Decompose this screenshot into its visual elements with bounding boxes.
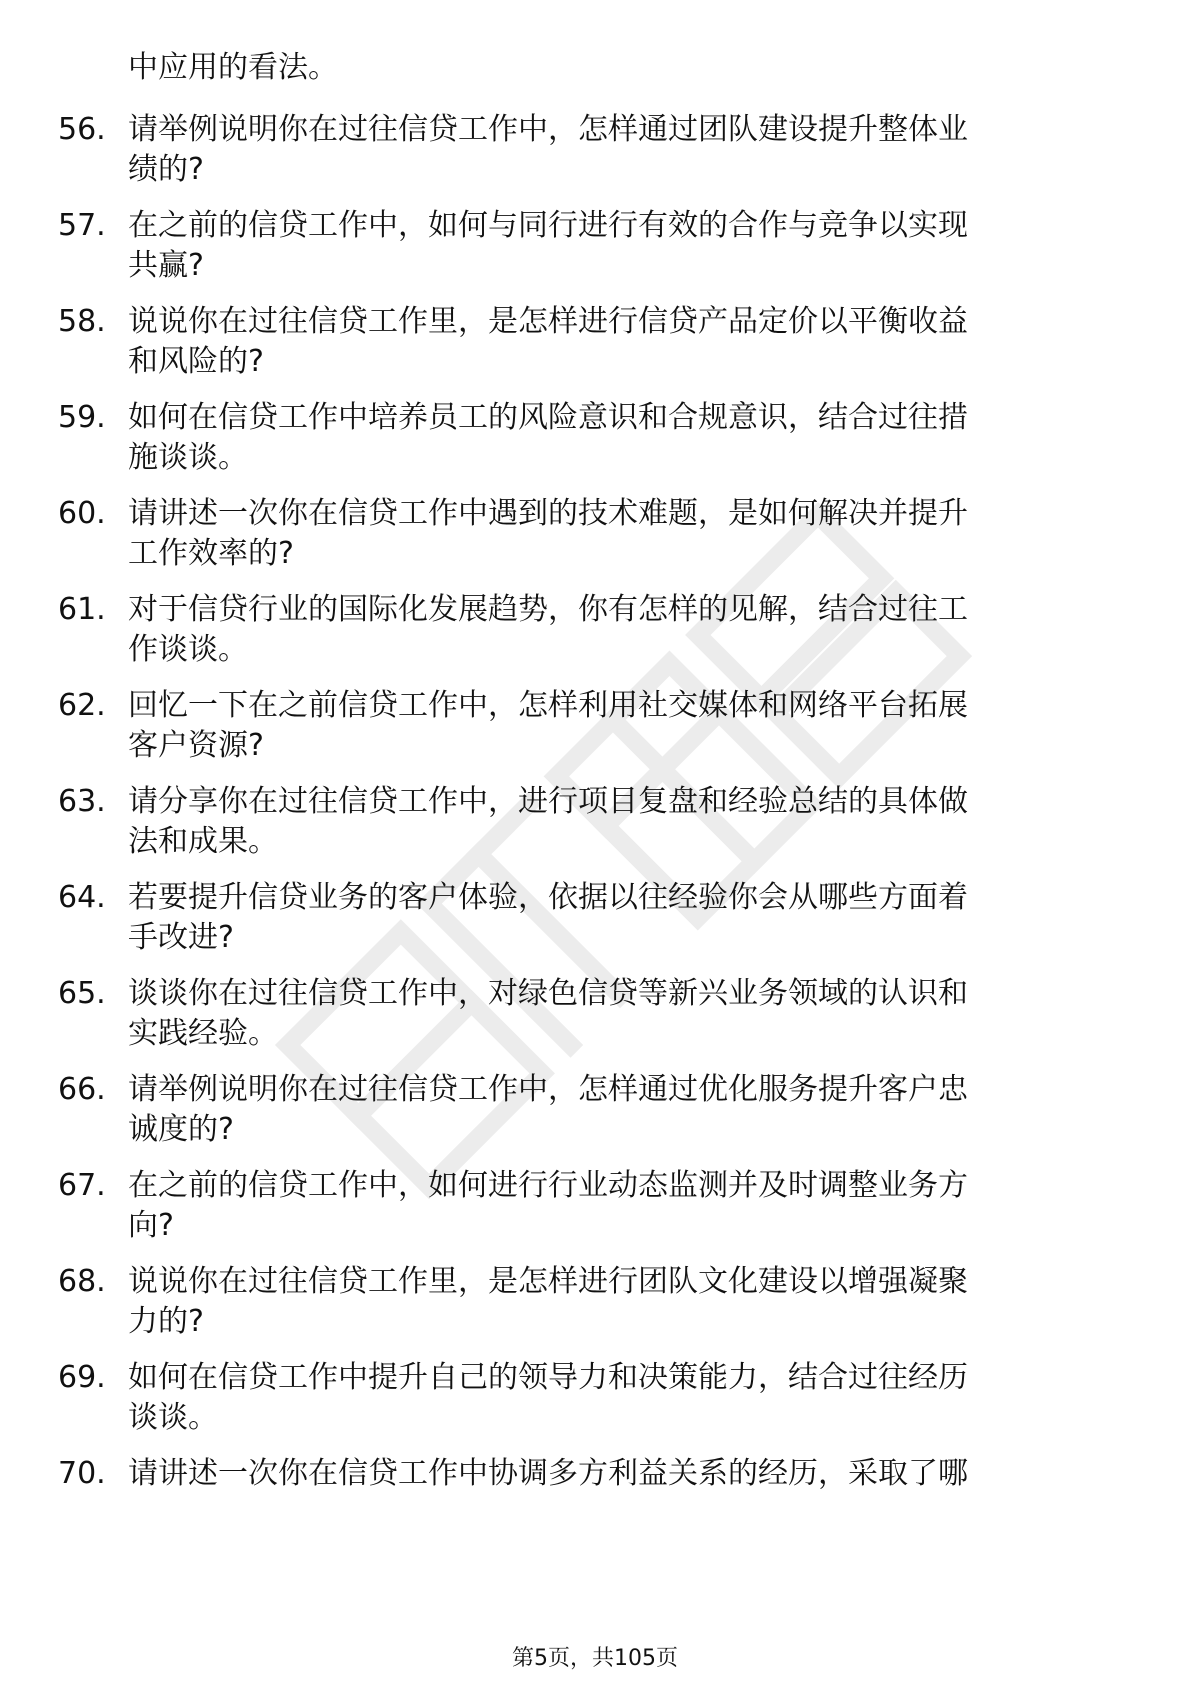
question-number: 70. — [58, 1456, 106, 1491]
question-item — [0, 878, 1190, 968]
question-number: 61. — [58, 592, 106, 627]
page-footer: 第5页，共105页 — [512, 1646, 678, 1671]
question-item — [0, 1070, 1190, 1160]
question-text: 请举例说明你在过往信贷工作中，怎样通过优化服务提升客户忠 诚度的? — [128, 1072, 968, 1147]
question-text: 请讲述一次你在信贷工作中协调多方利益关系的经历，采取了哪 — [128, 1456, 968, 1491]
question-item — [0, 1454, 1190, 1544]
question-number: 58. — [58, 304, 106, 339]
question-item — [0, 1166, 1190, 1256]
question-item — [0, 974, 1190, 1064]
question-text: 请分享你在过往信贷工作中，进行项目复盘和经验总结的具体做 法和成果。 — [128, 784, 968, 859]
question-number: 62. — [58, 688, 106, 723]
question-text: 谈谈你在过往信贷工作中，对绿色信贷等新兴业务领域的认识和 实践经验。 — [128, 976, 968, 1051]
question-number: 57. — [58, 208, 106, 243]
question-number: 67. — [58, 1168, 106, 1203]
question-item — [0, 398, 1190, 488]
question-item — [0, 1262, 1190, 1352]
question-number: 69. — [58, 1360, 106, 1395]
question-text: 若要提升信贷业务的客户体验，依据以往经验你会从哪些方面着 手改进? — [128, 880, 968, 955]
question-item — [0, 686, 1190, 776]
question-text: 如何在信贷工作中提升自己的领导力和决策能力，结合过往经历 谈谈。 — [128, 1360, 968, 1435]
question-item — [0, 1358, 1190, 1448]
question-item — [0, 782, 1190, 872]
question-item — [0, 590, 1190, 680]
question-text: 在之前的信贷工作中，如何进行行业动态监测并及时调整业务方 向? — [128, 1168, 968, 1243]
question-text: 请举例说明你在过往信贷工作中，怎样通过团队建设提升整体业 绩的? — [128, 112, 968, 187]
question-text: 说说你在过往信贷工作里，是怎样进行团队文化建设以增强凝聚 力的? — [128, 1264, 968, 1339]
question-text: 对于信贷行业的国际化发展趋势，你有怎样的见解，结合过往工 作谈谈。 — [128, 592, 968, 667]
question-text: 如何在信贷工作中培养员工的风险意识和合规意识，结合过往措 施谈谈。 — [128, 400, 968, 475]
question-item — [0, 206, 1190, 296]
question-item — [0, 110, 1190, 200]
question-text: 请讲述一次你在信贷工作中遇到的技术难题，是如何解决并提升 工作效率的? — [128, 496, 968, 571]
question-item — [0, 302, 1190, 392]
question-text: 说说你在过往信贷工作里，是怎样进行信贷产品定价以平衡收益 和风险的? — [128, 304, 968, 379]
question-item — [0, 494, 1190, 584]
question-number: 66. — [58, 1072, 106, 1107]
continuation-line: 中应用的看法。 — [128, 50, 338, 85]
question-number: 63. — [58, 784, 106, 819]
question-number: 60. — [58, 496, 106, 531]
question-number: 56. — [58, 112, 106, 147]
question-number: 65. — [58, 976, 106, 1011]
question-number: 59. — [58, 400, 106, 435]
question-number: 64. — [58, 880, 106, 915]
question-number: 68. — [58, 1264, 106, 1299]
question-text: 回忆一下在之前信贷工作中，怎样利用社交媒体和网络平台拓展 客户资源? — [128, 688, 968, 763]
question-text: 在之前的信贷工作中，如何与同行进行有效的合作与竞争以实现 共赢? — [128, 208, 968, 283]
